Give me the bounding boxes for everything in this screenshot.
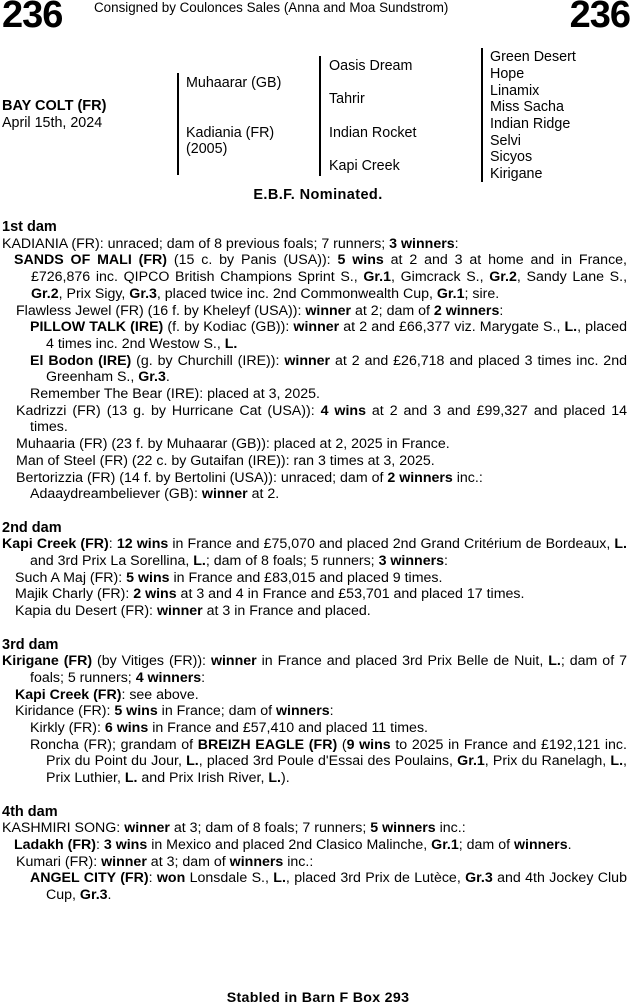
pedigree-bracket-2 (319, 56, 321, 176)
pedigree-gen4-7: Sicyos (490, 149, 533, 165)
pedigree-gen4-6: Selvi (490, 133, 521, 149)
pedigree-gen4-1: Green Desert (490, 49, 576, 65)
second-dam-heading: 2nd dam (2, 519, 62, 536)
produce-kapi-creek: Kapi Creek (FR): see above. (15, 686, 199, 703)
third-dam-kirigane: Kirigane (FR) (by Vitiges (FR)): winner in France and placed 3rd Prix Belle de Nuit, L.; dam of 7 foals; 5 runners; 4 winners: (2, 653, 627, 686)
pedigree-gen3-3: Indian Rocket (329, 125, 417, 141)
second-dam-kapi-creek: Kapi Creek (FR): 12 wins in France and £75,070 and placed 2nd Grand Critérium de Bordeaux, L. and 3rd Prix La Sorellina, L.; dam of 8 foals; 5 runners; 3 winners: (2, 536, 627, 570)
fourth-dam-kashmiri-song: KASHMIRI SONG: winner at 3; dam of 8 foals; 7 runners; 5 winners inc.: (2, 820, 466, 837)
pedigree-gen4-3: Linamix (490, 83, 540, 99)
pedigree-gen4-4: Miss Sacha (490, 99, 564, 115)
produce-kumari: Kumari (FR): winner at 3; dam of winners inc.: (16, 853, 314, 870)
produce-muhaaria: Muhaaria (FR) (23 f. by Muhaarar (GB)): placed at 2, 2025 in France. (16, 436, 450, 453)
horse-name: BAY COLT (FR) (2, 98, 107, 114)
produce-adaaydreambeliever: Adaaydreambeliever (GB): winner at 2. (30, 486, 280, 503)
produce-ladakh: Ladakh (FR): 3 wins in Mexico and placed 2nd Clasico Malinche, Gr.1; dam of winners. (14, 836, 572, 853)
consignor-line: Consigned by Coulonces Sales (Anna and Moa Sundstrom) (94, 0, 449, 15)
produce-pillow-talk: PILLOW TALK (IRE) (f. by Kodiac (GB)): winner at 2 and £66,377 viz. Marygate S., L., placed 4 times inc. 2nd Westow S., L. (30, 319, 627, 352)
produce-majik-charly: Majik Charly (FR): 2 wins at 3 and 4 in France and £53,701 and placed 17 times. (15, 586, 525, 603)
pedigree-gen3-1: Oasis Dream (329, 58, 413, 74)
produce-bertorizzia: Bertorizzia (FR) (14 f. by Bertolini (USA)): unraced; dam of 2 winners inc.: (16, 469, 483, 486)
produce-flawless-jewel: Flawless Jewel (FR) (16 f. by Kheleyf (USA)): winner at 2; dam of 2 winners: (16, 302, 504, 319)
foaling-date: April 15th, 2024 (2, 115, 103, 131)
produce-el-bodon: El Bodon (IRE) (g. by Churchill (IRE)): winner at 2 and £26,718 and placed 3 times inc. 2nd Greenham S., Gr.3. (30, 352, 627, 386)
pedigree-bracket-1 (177, 73, 179, 175)
produce-kiridance: Kiridance (FR): 5 wins in France; dam of winners: (15, 703, 334, 720)
pedigree-gen3-2: Tahrir (329, 91, 365, 107)
pedigree-dam: Kadiania (FR) (186, 125, 275, 141)
first-dam-heading: 1st dam (2, 219, 57, 235)
produce-angel-city: ANGEL CITY (FR): won Lonsdale S., L., placed 3rd Prix de Lutèce, Gr.3 and 4th Jockey Club Cup, Gr.3. (30, 870, 627, 904)
pedigree-bracket-3 (481, 48, 483, 182)
produce-man-of-steel: Man of Steel (FR) (22 c. by Gutaifan (IRE)): ran 3 times at 3, 2025. (16, 452, 435, 469)
first-dam-summary: KADIANIA (FR): unraced; dam of 8 previous foals; 7 runners; 3 winners: (2, 235, 459, 252)
catalogue-body (2, 219, 627, 904)
lot-number-left: 236 (2, 0, 63, 36)
produce-sands-of-mali: SANDS OF MALI (FR) (15 c. by Panis (USA)): 5 wins at 2 and 3 at home and in France, £726,876 inc. QIPCO British Champions Sprint S., Gr.1, Gimcrack S., Gr.2, Sandy Lane S., Gr.2, Prix Sigy, Gr.3, placed twice inc. 2nd Commonwealth Cup, Gr.1; sire. (14, 252, 628, 302)
produce-kirkly: Kirkly (FR): 6 wins in France and £57,410 and placed 11 times. (30, 720, 428, 737)
lot-number-right: 236 (569, 0, 630, 36)
pedigree-gen4-2: Hope (490, 66, 525, 82)
produce-kadrizzi: Kadrizzi (FR) (13 g. by Hurricane Cat (USA)): 4 wins at 2 and 3 and £99,327 and placed 14 times. (16, 402, 627, 436)
fourth-dam-heading: 4th dam (2, 803, 58, 820)
third-dam-heading: 3rd dam (2, 636, 59, 653)
stabling-info: Stabled in Barn F Box 293 (226, 990, 410, 1006)
produce-remember-the-bear: Remember The Bear (IRE): placed at 3, 2025. (30, 386, 320, 403)
produce-such-a-maj: Such A Maj (FR): 5 wins in France and £83,015 and placed 9 times. (15, 569, 443, 586)
pedigree-gen3-4: Kapi Creek (329, 158, 400, 174)
ebf-nominated: E.B.F. Nominated. (253, 187, 383, 203)
produce-kapia-du-desert: Kapia du Desert (FR): winner at 3 in France and placed. (15, 603, 371, 620)
produce-roncha: Roncha (FR); grandam of BREIZH EAGLE (FR) (9 wins to 2025 in France and £192,121 inc. Prix du Point du Jour, L., placed 3rd Poule d'Essai des Poulains, Gr.1, Prix du Ranelagh, L., Prix Luthier, L. and Prix Irish River, L.). (30, 736, 627, 787)
pedigree-gen4-5: Indian Ridge (490, 116, 571, 132)
pedigree-gen4-8: Kirigane (490, 166, 543, 182)
pedigree-sire: Muhaarar (GB) (186, 75, 282, 91)
pedigree-dam-year: (2005) (186, 141, 228, 157)
